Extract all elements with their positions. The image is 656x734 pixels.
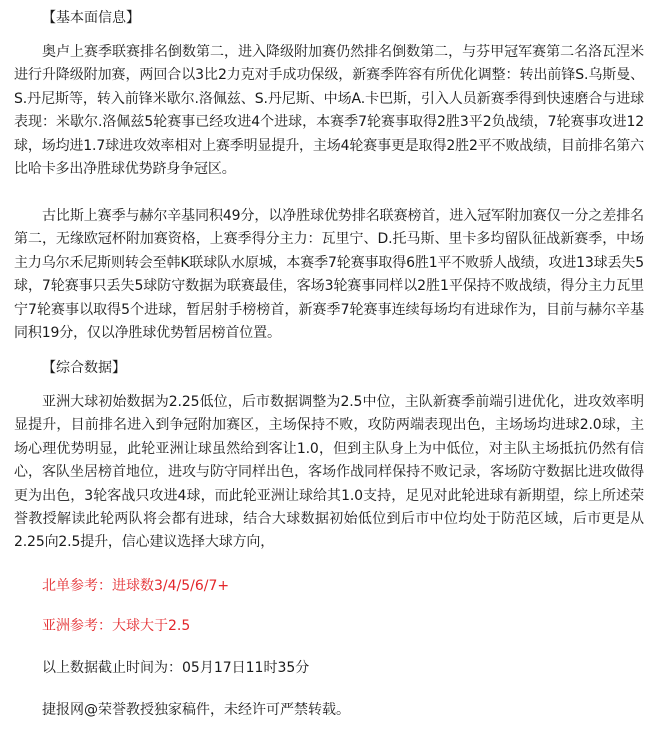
recommendation-beidan: 北单参考：进球数3/4/5/6/7+ — [42, 578, 230, 594]
copyright-notice: 捷报网@荣誉教授独家稿件，未经许可严禁转载。 — [42, 702, 350, 718]
paragraph-analysis: 亚洲大球初始数据为2.25低位，后市数据调整为2.5中位，主队新赛季前端引进优化，进攻效率明显提升，目前排名进入到争冠附加赛区，主场保持不败，攻防两端表现出色，主场场均进球2.0球，主场心理优势明显，此轮亚洲让球虽然给到客让1.0，但到主队身上为中低位，对主队主场抵抗仍然有信心，客队坐居榜首地位，进攻与防守同样出色，客场作战同样保持不败记录，客场防守数据比进攻做得更为出色，3轮客战只攻进4球，而此轮亚洲让球给其1.0支持，足见对此轮进球有新期望，综上所述荣誉教授解读此轮两队将会都有进球，结合大球数据初始低位到后市中位均处于防范区域，后市更是从2.25向2.5提升，信心建议选择大球方向， — [14, 394, 644, 551]
data-cutoff-time: 以上数据截止时间为：05月17日11时35分 — [42, 660, 310, 676]
paragraph-kups: 古比斯上赛季与赫尔辛基同积49分，以净胜球优势排名联赛榜首，进入冠军附加赛仅一分之差排名第二，无缘欧冠杯附加赛资格，上赛季得分主力：瓦里宁、D.托马斯、里卡多均留队征战新赛季，中场主力乌尔禾尼斯则转会至韩K联球队水原城，本赛季7轮赛事取得6胜1平不败骄人战绩，攻进13球丢失5球，7轮赛事只丢失5球防守数据为联赛最佳，客场3轮赛事同样以2胜1平保持不败战绩，得分主力瓦里宁7轮赛事以取得5个进球，暂居射手榜榜首，新赛季7轮赛事连续每场均有进球作为，目前与赫尔辛基同积19分，仅以净胜球优势暂居榜首位置。 — [14, 208, 644, 342]
section-heading-comprehensive: 【综合数据】 — [42, 360, 126, 376]
recommendation-asia: 亚洲参考：大球大于2.5 — [42, 618, 191, 634]
section-heading-basic: 【基本面信息】 — [42, 10, 140, 26]
paragraph-oulu: 奥卢上赛季联赛排名倒数第二，进入降级附加赛仍然排名倒数第二，与芬甲冠军赛第二名洛瓦涅米进行升降级附加赛，两回合以3比2力克对手成功保级，新赛季阵容有所优化调整：转出前锋S.乌斯曼、S.丹尼斯等，转入前锋米歇尔.洛佩兹、S.丹尼斯、中场A.卡巴斯，引入人员新赛季得到快速磨合与进球表现：米歇尔.洛佩兹5轮赛事已经攻进4个进球，本赛季7轮赛事取得2胜3平2负战绩，7轮赛事攻进12球，场均进1.7球进攻效率相对上赛季明显提升，主场4轮赛事更是取得2胜2平不败战绩，目前排名第六比哈卡多出净胜球优势跻身争冠区。 — [14, 44, 644, 178]
